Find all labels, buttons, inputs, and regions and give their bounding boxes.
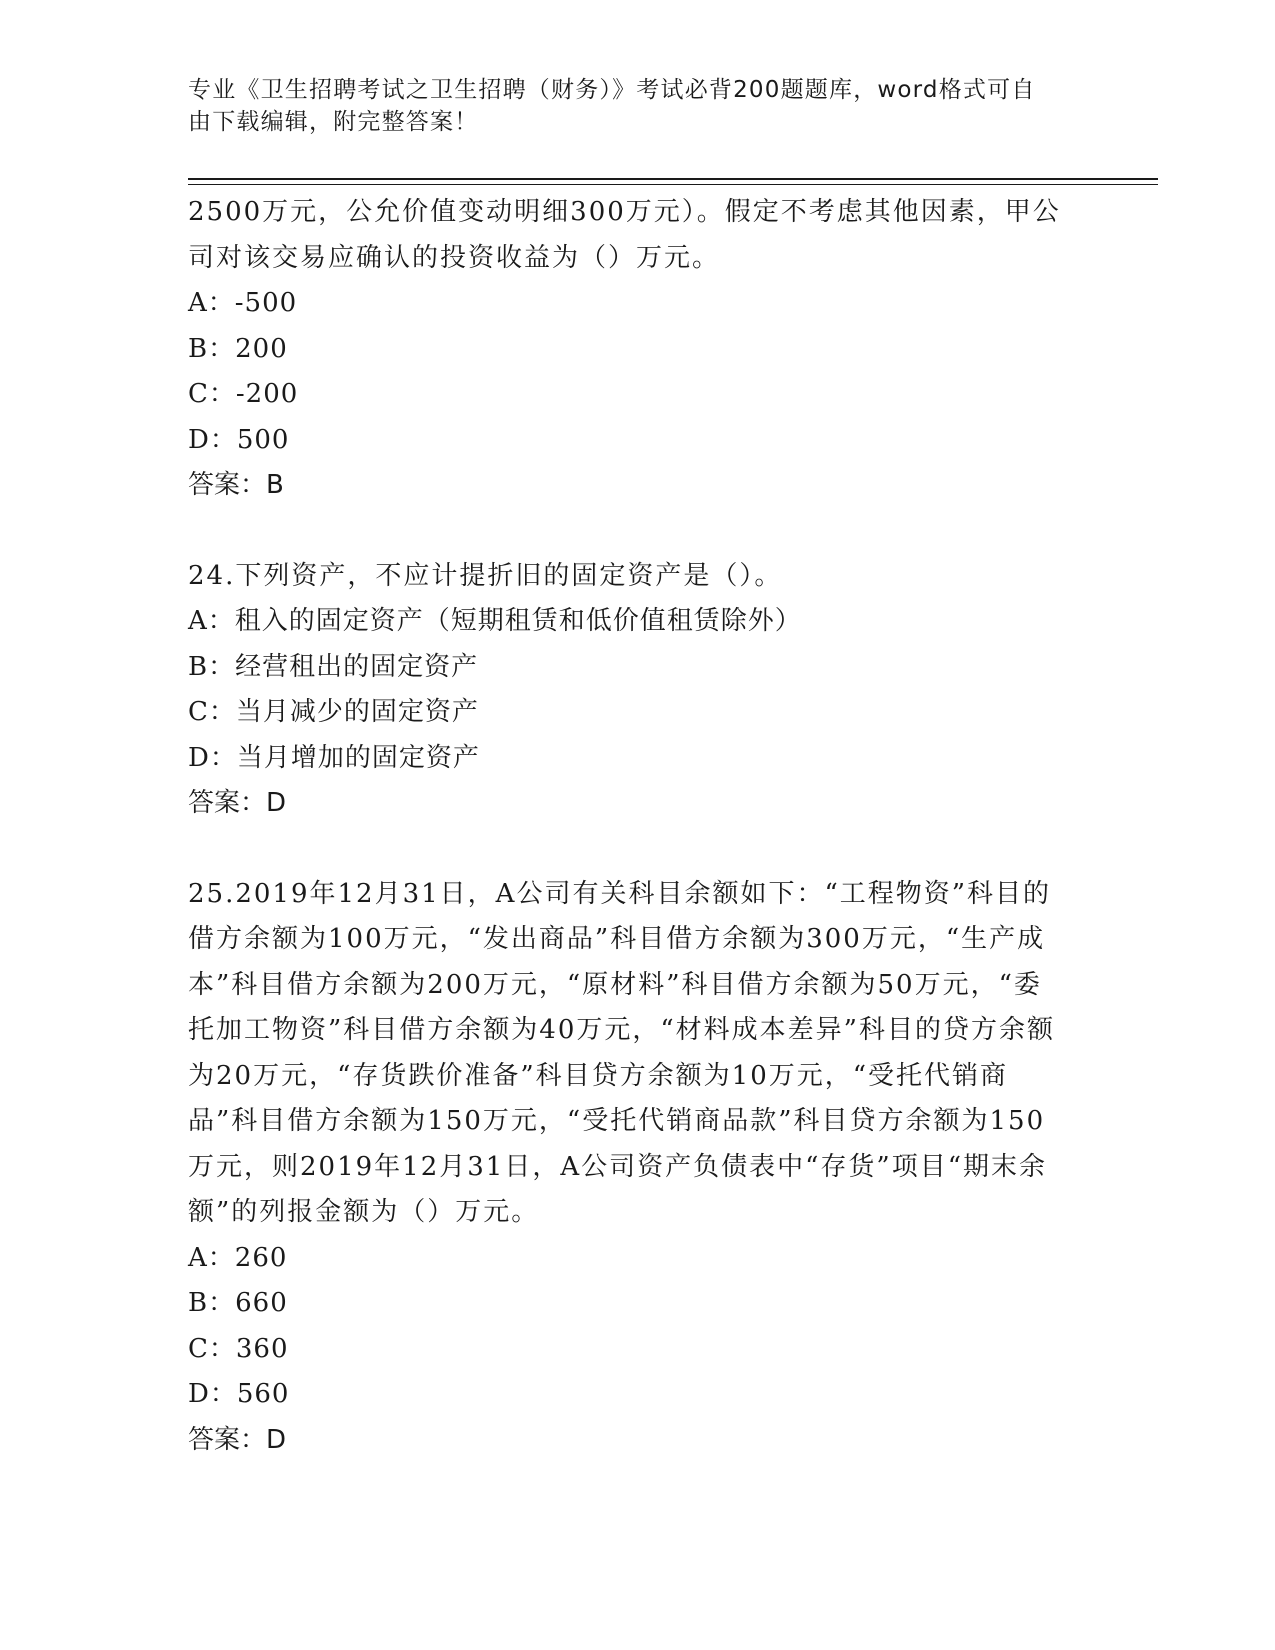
spacer: [188, 827, 1068, 872]
header-line-2: 由下载编辑，附完整答案！: [188, 109, 479, 135]
question-text: 25.2019年12月31日，A公司有关科目余额如下：“工程物资”科目的借方余额为100万元，“发出商品”科目借方余额为300万元，“生产成本”科目借方余额为200万元，“原材料”科目借方余额为50万元，“委托加工物资”科目借方余额为40万元，“材料成本差异”科目的贷方余额为20万元，“存货跌价准备”科目贷方余额为10万元，“受托代销商品”科目借方余额为150万元，“受托代销商品款”科目贷方余额为150万元，则2019年12月31日，A公司资产负债表中“存货”项目“期末余额”的列报金额为（）万元。: [188, 878, 1055, 1227]
option-b: B：经营租出的固定资产: [188, 651, 479, 682]
spacer: [188, 509, 1068, 554]
question-23: [188, 190, 1068, 509]
option-d: D：当月增加的固定资产: [188, 742, 480, 773]
option-d: D：500: [188, 424, 290, 455]
option-d: D：560: [188, 1379, 290, 1409]
answer: 答案：B: [188, 470, 284, 500]
option-a: A：租入的固定资产（短期租赁和低价值租赁除外）: [188, 606, 802, 636]
question-list: [188, 190, 1068, 1463]
question-24: [188, 554, 1068, 827]
option-c: C：当月减少的固定资产: [188, 697, 479, 727]
question-text: 24.下列资产，不应计提折旧的固定资产是（）。: [188, 560, 783, 591]
answer: 答案：D: [188, 1424, 287, 1455]
option-a: A：260: [188, 1242, 288, 1273]
answer: 答案：D: [188, 788, 287, 818]
header-divider-thin: [188, 184, 1158, 185]
option-c: C：-200: [188, 379, 299, 409]
document-header: [188, 74, 1068, 138]
header-divider-thick: [188, 178, 1158, 180]
question-text: 2500万元，公允价值变动明细300万元）。假定不考虑其他因素，甲公司对该交易应确认的投资收益为（）万元。: [188, 197, 1061, 273]
option-a: A：-500: [188, 288, 298, 318]
option-b: B：200: [188, 333, 288, 364]
option-c: C：360: [188, 1333, 289, 1364]
question-25: [188, 872, 1068, 1464]
header-line-1: 专业《卫生招聘考试之卫生招聘（财务）》考试必背200题题库，word格式可自: [188, 77, 1036, 103]
option-b: B：660: [188, 1288, 288, 1318]
